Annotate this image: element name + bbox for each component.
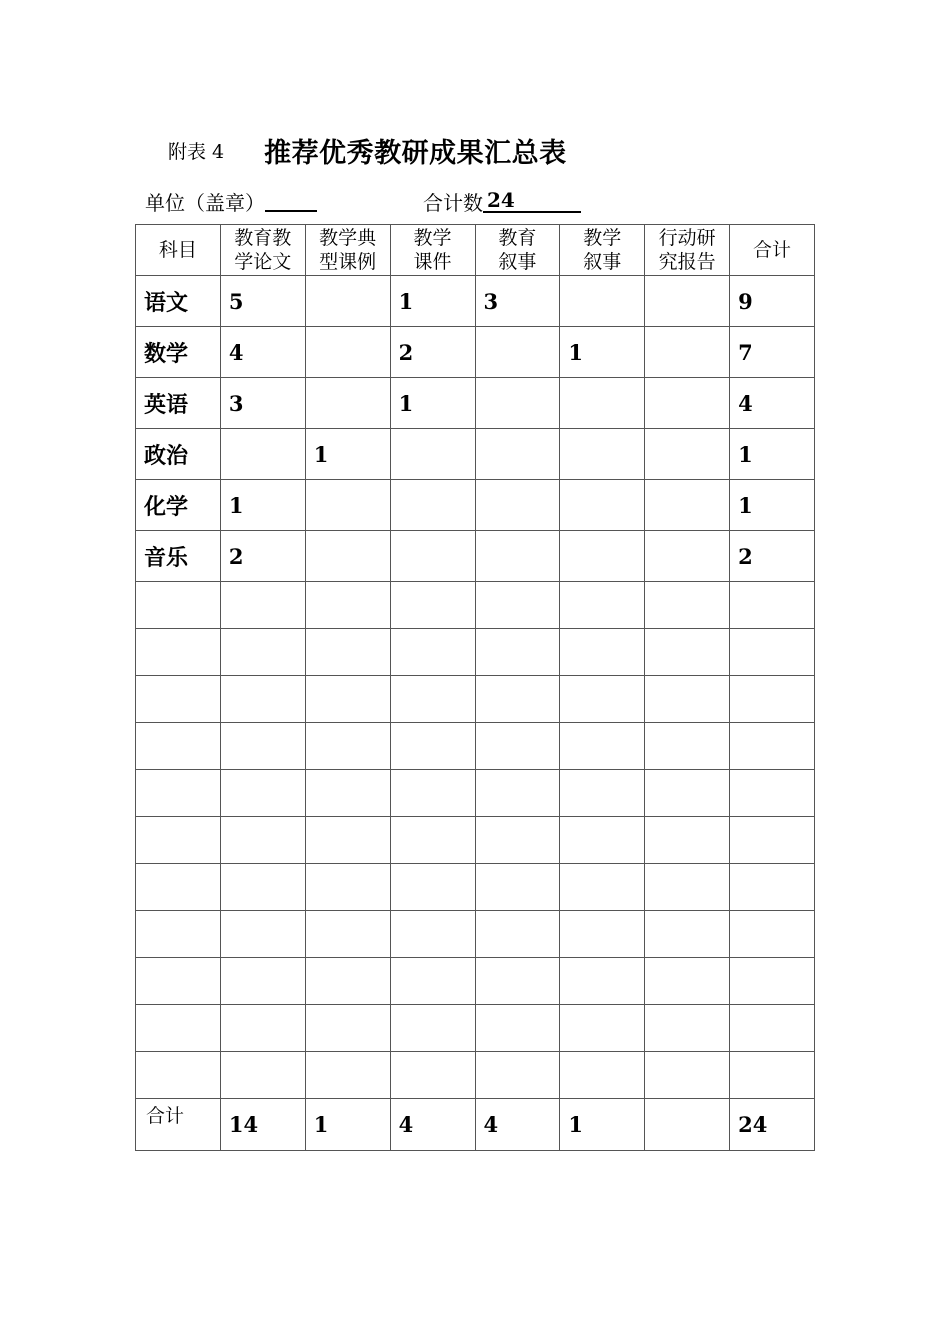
empty-cell: [220, 629, 305, 676]
empty-cell: [220, 864, 305, 911]
total-count-cell: 1: [560, 1099, 645, 1151]
empty-cell: [560, 958, 645, 1005]
count-cell: [560, 378, 645, 429]
empty-cell: [475, 864, 560, 911]
count-cell: [560, 276, 645, 327]
empty-cell: [390, 770, 475, 817]
empty-table-row: [136, 1052, 815, 1099]
empty-cell: [645, 817, 730, 864]
info-row: [145, 186, 581, 216]
count-cell: [645, 378, 730, 429]
empty-cell: [645, 911, 730, 958]
empty-cell: [136, 911, 221, 958]
empty-cell: [475, 1005, 560, 1052]
count-cell: [390, 480, 475, 531]
empty-cell: [220, 676, 305, 723]
count-cell: [645, 276, 730, 327]
empty-cell: [305, 582, 390, 629]
count-cell: [305, 531, 390, 582]
empty-cell: [645, 582, 730, 629]
count-cell: [560, 531, 645, 582]
column-header: 教学 叙事: [560, 225, 645, 276]
empty-cell: [305, 629, 390, 676]
empty-cell: [390, 958, 475, 1005]
appendix-label: 附表 4: [168, 140, 225, 163]
empty-cell: [475, 676, 560, 723]
count-cell: 2: [730, 531, 815, 582]
empty-cell: [305, 1052, 390, 1099]
count-cell: [645, 327, 730, 378]
count-cell: 1: [305, 429, 390, 480]
empty-table-row: [136, 1005, 815, 1052]
empty-cell: [560, 629, 645, 676]
empty-cell: [305, 911, 390, 958]
count-cell: [305, 480, 390, 531]
empty-cell: [390, 582, 475, 629]
empty-cell: [136, 864, 221, 911]
count-cell: [305, 276, 390, 327]
empty-cell: [560, 864, 645, 911]
empty-cell: [475, 817, 560, 864]
count-cell: 1: [390, 378, 475, 429]
count-cell: [390, 531, 475, 582]
count-cell: [475, 378, 560, 429]
count-cell: 5: [220, 276, 305, 327]
count-cell: 9: [730, 276, 815, 327]
subject-cell: 语文: [136, 276, 221, 327]
empty-cell: [560, 723, 645, 770]
empty-table-row: [136, 770, 815, 817]
count-cell: 4: [730, 378, 815, 429]
empty-table-row: [136, 958, 815, 1005]
page-title: 推荐优秀教研成果汇总表: [264, 137, 567, 169]
empty-cell: [136, 958, 221, 1005]
empty-cell: [305, 723, 390, 770]
title-row: [168, 128, 567, 172]
count-cell: [305, 327, 390, 378]
empty-cell: [390, 864, 475, 911]
column-header: 行动研 究报告: [645, 225, 730, 276]
count-cell: [475, 327, 560, 378]
empty-cell: [305, 864, 390, 911]
count-cell: [560, 429, 645, 480]
empty-cell: [560, 911, 645, 958]
empty-cell: [305, 958, 390, 1005]
subject-cell: 音乐: [136, 531, 221, 582]
count-cell: 3: [220, 378, 305, 429]
count-cell: 1: [560, 327, 645, 378]
count-cell: [390, 429, 475, 480]
unit-blank-line: [265, 190, 317, 212]
count-cell: 1: [390, 276, 475, 327]
empty-cell: [475, 629, 560, 676]
count-cell: 2: [220, 531, 305, 582]
empty-cell: [220, 723, 305, 770]
empty-table-row: [136, 911, 815, 958]
column-header: 教学 课件: [390, 225, 475, 276]
empty-cell: [475, 911, 560, 958]
total-row: [136, 1099, 815, 1151]
count-cell: 3: [475, 276, 560, 327]
count-cell: 7: [730, 327, 815, 378]
empty-cell: [730, 582, 815, 629]
empty-cell: [390, 676, 475, 723]
empty-cell: [730, 676, 815, 723]
count-cell: [645, 531, 730, 582]
count-cell: [475, 429, 560, 480]
empty-cell: [730, 817, 815, 864]
count-cell: [645, 480, 730, 531]
empty-cell: [730, 958, 815, 1005]
empty-cell: [220, 817, 305, 864]
count-cell: 4: [220, 327, 305, 378]
empty-table-row: [136, 817, 815, 864]
unit-label: 单位（盖章）: [145, 190, 265, 215]
empty-cell: [390, 723, 475, 770]
table-row: [136, 276, 815, 327]
total-count-cell: 4: [475, 1099, 560, 1151]
empty-cell: [645, 1005, 730, 1052]
table-row: [136, 378, 815, 429]
count-cell: [305, 378, 390, 429]
empty-table-row: [136, 629, 815, 676]
empty-cell: [645, 723, 730, 770]
total-count-cell: [645, 1099, 730, 1151]
total-row-label: 合计: [136, 1099, 221, 1151]
subject-cell: 化学: [136, 480, 221, 531]
empty-cell: [560, 817, 645, 864]
empty-cell: [475, 770, 560, 817]
subject-cell: 数学: [136, 327, 221, 378]
empty-cell: [136, 582, 221, 629]
empty-cell: [730, 1005, 815, 1052]
count-cell: [220, 429, 305, 480]
empty-cell: [220, 958, 305, 1005]
subject-cell: 英语: [136, 378, 221, 429]
empty-cell: [560, 582, 645, 629]
total-count-cell: 1: [305, 1099, 390, 1151]
empty-cell: [305, 817, 390, 864]
table-row: [136, 429, 815, 480]
summary-table: [135, 224, 815, 1151]
column-header: 科目: [136, 225, 221, 276]
count-cell: 1: [730, 429, 815, 480]
empty-table-row: [136, 582, 815, 629]
total-count-cell: 24: [730, 1099, 815, 1151]
empty-cell: [136, 676, 221, 723]
empty-cell: [390, 911, 475, 958]
count-cell: 1: [220, 480, 305, 531]
empty-cell: [475, 723, 560, 770]
empty-table-row: [136, 864, 815, 911]
empty-cell: [560, 676, 645, 723]
empty-cell: [305, 770, 390, 817]
empty-cell: [220, 1005, 305, 1052]
empty-cell: [560, 1052, 645, 1099]
empty-cell: [220, 770, 305, 817]
empty-cell: [730, 864, 815, 911]
empty-cell: [475, 582, 560, 629]
empty-cell: [220, 911, 305, 958]
empty-cell: [475, 958, 560, 1005]
empty-cell: [305, 1005, 390, 1052]
empty-cell: [390, 1052, 475, 1099]
empty-cell: [220, 1052, 305, 1099]
empty-cell: [645, 676, 730, 723]
empty-table-row: [136, 723, 815, 770]
empty-cell: [560, 770, 645, 817]
empty-cell: [730, 1052, 815, 1099]
total-count-label: 合计数: [423, 190, 483, 215]
empty-cell: [645, 1052, 730, 1099]
empty-cell: [645, 629, 730, 676]
empty-cell: [136, 770, 221, 817]
count-cell: [560, 480, 645, 531]
empty-cell: [730, 723, 815, 770]
empty-cell: [305, 676, 390, 723]
empty-cell: [136, 817, 221, 864]
empty-cell: [475, 1052, 560, 1099]
count-cell: [475, 531, 560, 582]
empty-cell: [645, 770, 730, 817]
table-row: [136, 480, 815, 531]
empty-cell: [560, 1005, 645, 1052]
total-count-cell: 4: [390, 1099, 475, 1151]
column-header: 合计: [730, 225, 815, 276]
empty-cell: [730, 629, 815, 676]
empty-cell: [136, 1052, 221, 1099]
table-row: [136, 531, 815, 582]
count-cell: [475, 480, 560, 531]
empty-cell: [390, 629, 475, 676]
column-header: 教育教 学论文: [220, 225, 305, 276]
empty-cell: [136, 629, 221, 676]
total-count-cell: 14: [220, 1099, 305, 1151]
count-cell: [645, 429, 730, 480]
empty-cell: [390, 817, 475, 864]
column-header: 教育 叙事: [475, 225, 560, 276]
empty-cell: [136, 723, 221, 770]
column-header: 教学典 型课例: [305, 225, 390, 276]
table-header-row: [136, 225, 815, 276]
table-row: [136, 327, 815, 378]
empty-cell: [730, 911, 815, 958]
empty-cell: [730, 770, 815, 817]
empty-cell: [645, 864, 730, 911]
subject-cell: 政治: [136, 429, 221, 480]
empty-cell: [136, 1005, 221, 1052]
total-count-value: 24: [483, 189, 581, 213]
count-cell: 1: [730, 480, 815, 531]
empty-cell: [220, 582, 305, 629]
empty-cell: [390, 1005, 475, 1052]
count-cell: 2: [390, 327, 475, 378]
empty-cell: [645, 958, 730, 1005]
empty-table-row: [136, 676, 815, 723]
